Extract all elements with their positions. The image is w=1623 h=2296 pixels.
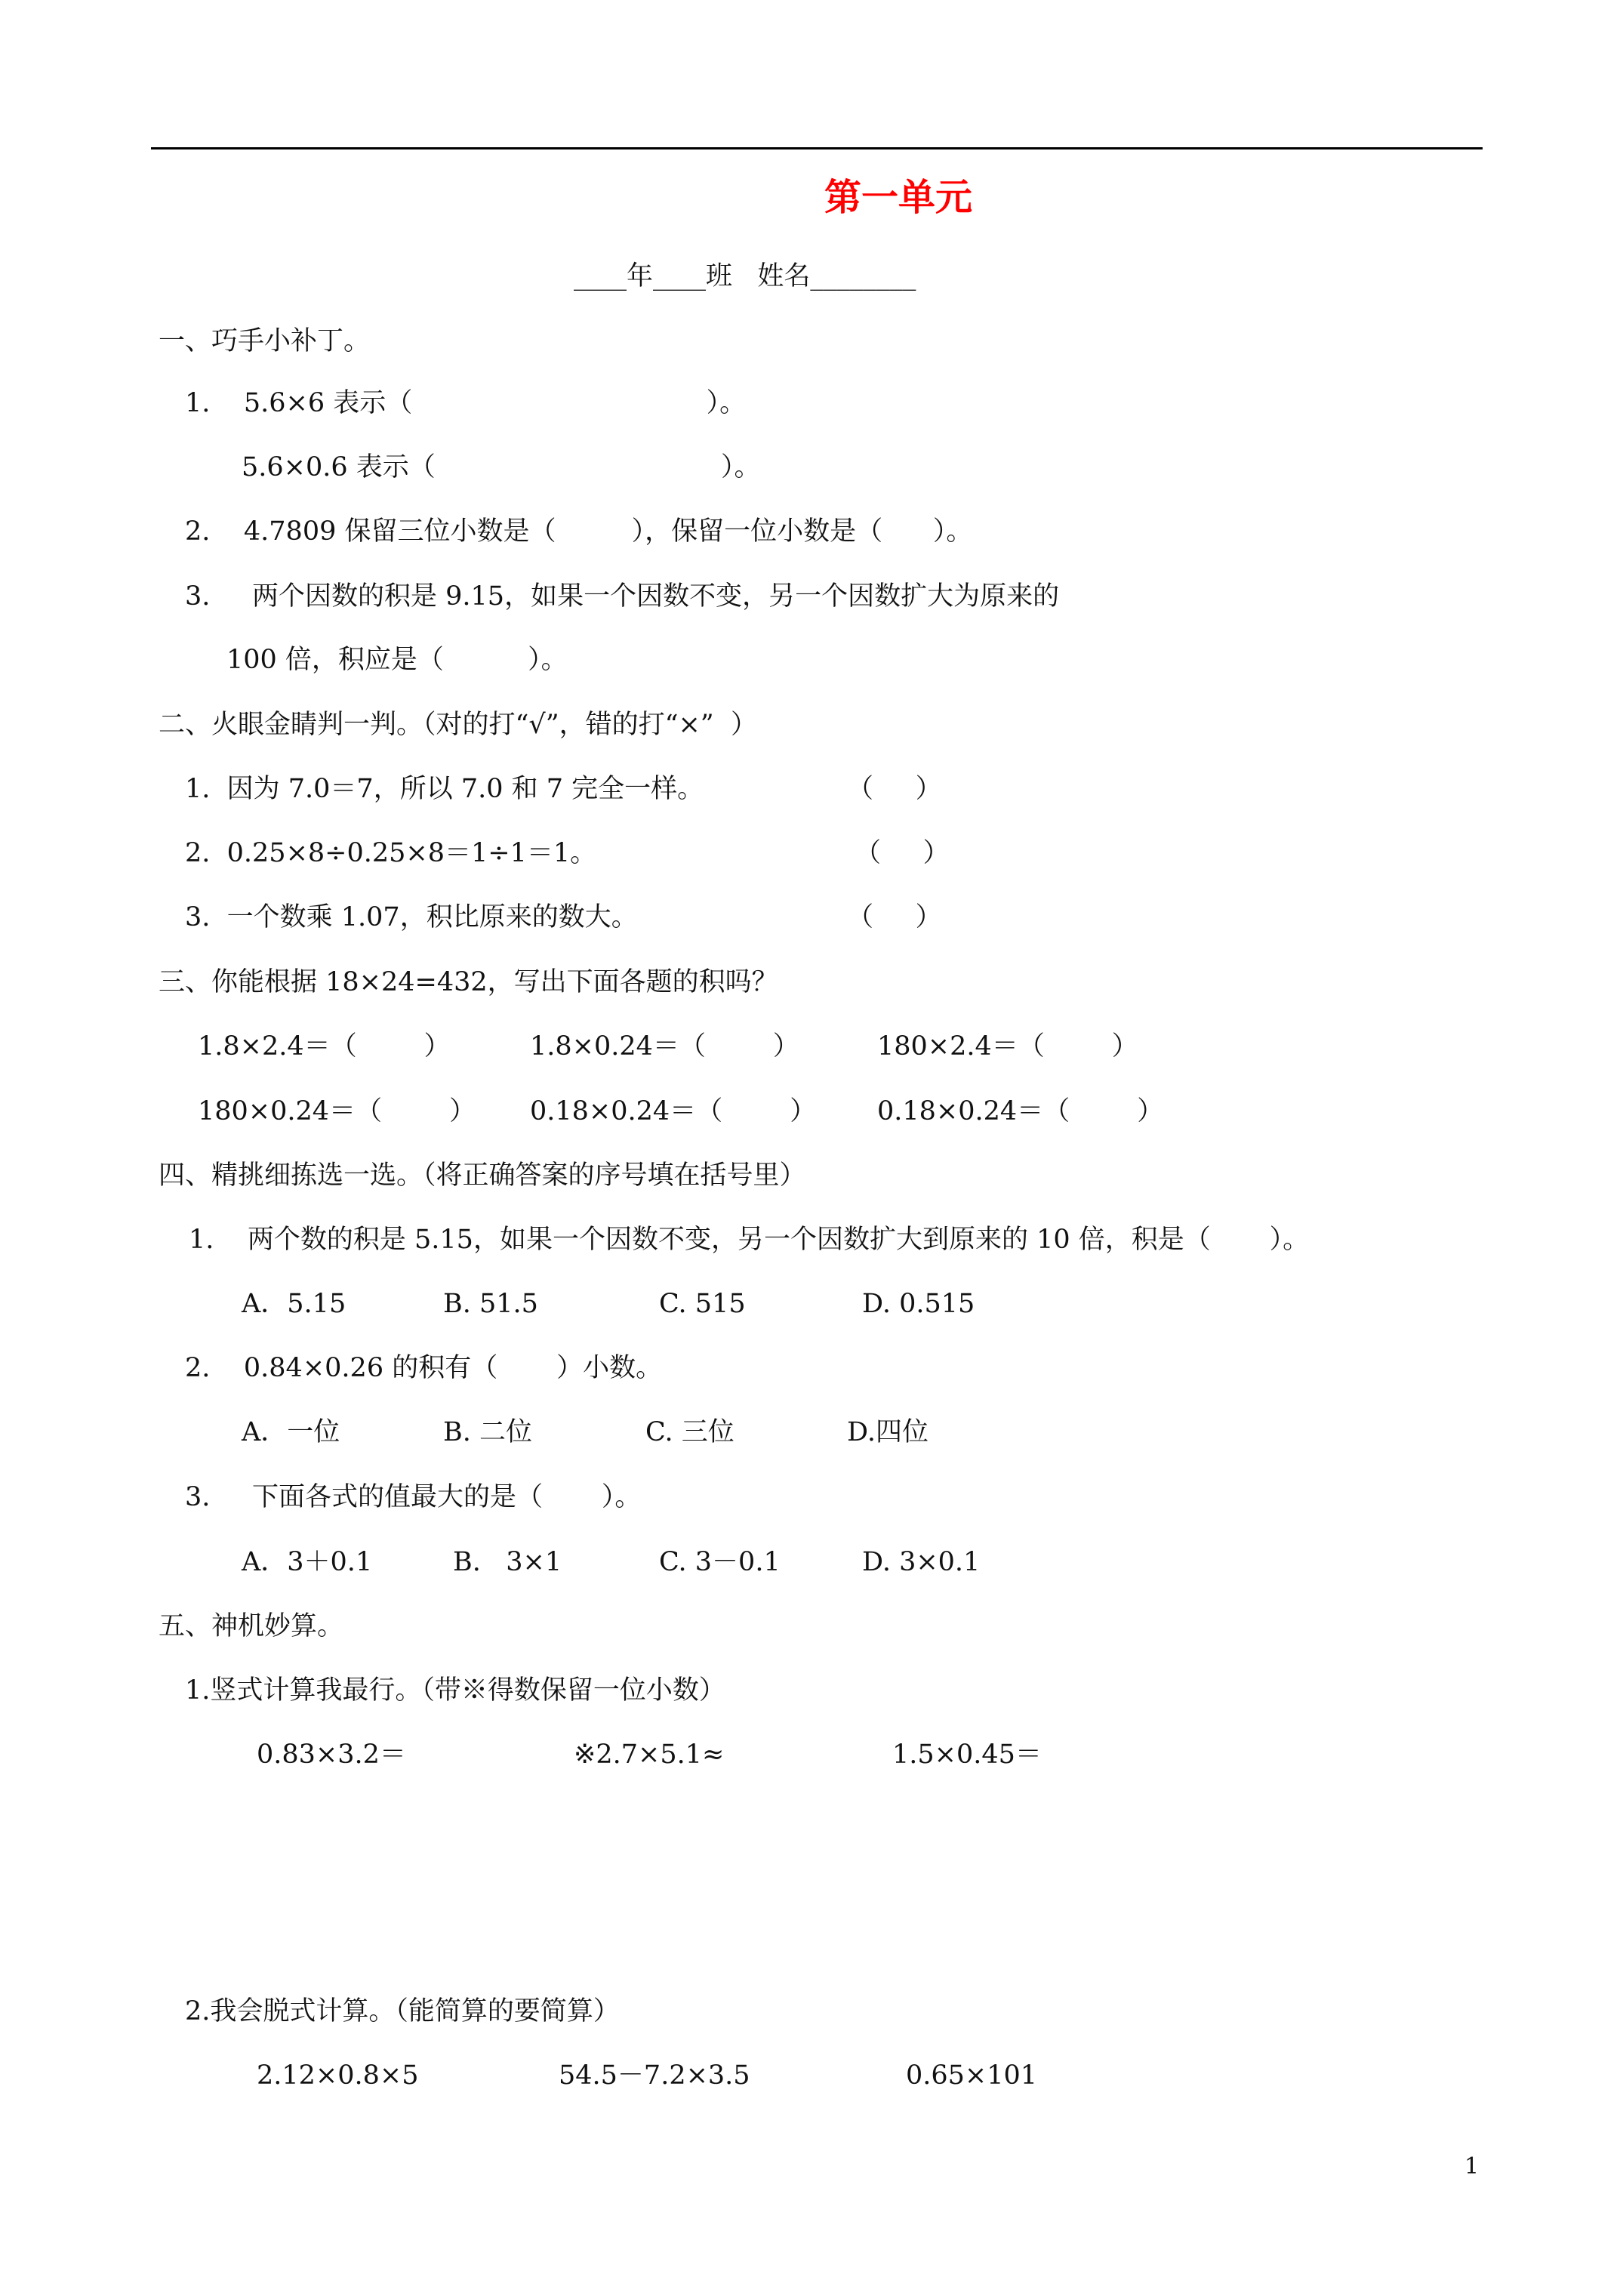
s5-part-1-item-3: 1.5×0.45＝ [892,1740,1042,1770]
s3-r2-item-2: 0.18×0.24＝（ ） [530,1096,817,1126]
page-title: 第一单元 [824,176,972,219]
s2-q2-answer: （ ） [855,838,950,868]
s4-q2-option-d: D.四位 [847,1417,929,1447]
s2-q3: 3. 一个数乘 1.07，积比原来的数大。 [185,902,638,932]
page-number: 1 [1464,2153,1480,2180]
s4-q2-option-b: B. 二位 [443,1417,532,1447]
s2-q2: 2. 0.25×8÷0.25×8＝1÷1＝1。 [185,838,597,868]
s4-q2-option-a: A．一位 [242,1417,340,1447]
s4-q3-option-b: B. 3×1 [453,1547,562,1577]
s4-q2-option-c: C. 三位 [645,1417,735,1447]
s5-part-1-item-2: ※2.7×5.1≈ [574,1740,725,1770]
s4-q3-option-a: A．3＋0.1 [242,1547,373,1577]
s4-q1-option-a: A．5.15 [242,1289,346,1319]
section-3-heading: 三、你能根据 18×24=432，写出下面各题的积吗？ [159,967,778,997]
s2-q1-answer: （ ） [847,774,942,804]
s2-q1: 1. 因为 7.0＝7，所以 7.0 和 7 完全一样。 [185,774,704,804]
section-5-heading: 五、神机妙算。 [159,1611,344,1641]
s1-q3a: 3. 两个因数的积是 9.15，如果一个因数不变，另一个因数扩大为原来的 [185,581,1060,612]
s4-q2: 2. 0.84×0.26 的积有（ ）小数。 [185,1353,663,1383]
s2-q3-answer: （ ） [847,902,942,932]
s1-q1a: 1. 5.6×6 表示（ ）。 [185,388,747,418]
s4-q1: 1. 两个数的积是 5.15，如果一个因数不变，另一个因数扩大到原来的 10 倍，积是（ ）。 [189,1225,1310,1255]
s1-q3b: 100 倍，积应是（ ）。 [226,645,568,675]
s4-q3-option-c: C. 3－0.1 [659,1547,781,1577]
s4-q3: 3. 下面各式的值最大的是（ ）。 [185,1482,642,1512]
s5-part-1-heading: 1.竖式计算我最行。（带※得数保留一位小数） [185,1675,725,1706]
s3-r1-item-2: 1.8×0.24＝（ ） [530,1031,799,1062]
s5-part-2-heading: 2.我会脱式计算。（能简算的要简算） [185,1996,620,2026]
s5-part-2-item-2: 54.5－7.2×3.5 [559,2060,750,2091]
s3-r1-item-1: 1.8×2.4＝（ ） [198,1031,451,1062]
section-2-heading: 二、火眼金睛判一判。（对的打“√”，错的打“×” ） [159,710,757,740]
s4-q1-option-b: B. 51.5 [443,1289,538,1319]
s1-q2: 2. 4.7809 保留三位小数是（ ），保留一位小数是（ ）。 [185,516,973,547]
s4-q3-option-d: D. 3×0.1 [862,1547,981,1577]
s5-part-1-item-1: 0.83×3.2＝ [257,1740,406,1770]
section-4-heading: 四、精挑细拣选一选。（将正确答案的序号填在括号里） [159,1160,806,1191]
top-rule [151,147,1483,149]
s3-r2-item-1: 180×0.24＝（ ） [198,1096,476,1126]
name-class-line: ____年____班 姓名________ [574,261,916,291]
s3-r2-item-3: 0.18×0.24＝（ ） [877,1096,1164,1126]
s3-r1-item-3: 180×2.4＝（ ） [877,1031,1138,1062]
s5-part-2-item-1: 2.12×0.8×5 [257,2060,419,2091]
s1-q1b: 5.6×0.6 表示（ ）。 [242,452,761,482]
s4-q1-option-c: C. 515 [659,1289,746,1319]
s4-q1-option-d: D. 0.515 [862,1289,975,1319]
section-1-heading: 一、巧手小补丁。 [159,326,371,356]
s5-part-2-item-3: 0.65×101 [906,2060,1038,2091]
